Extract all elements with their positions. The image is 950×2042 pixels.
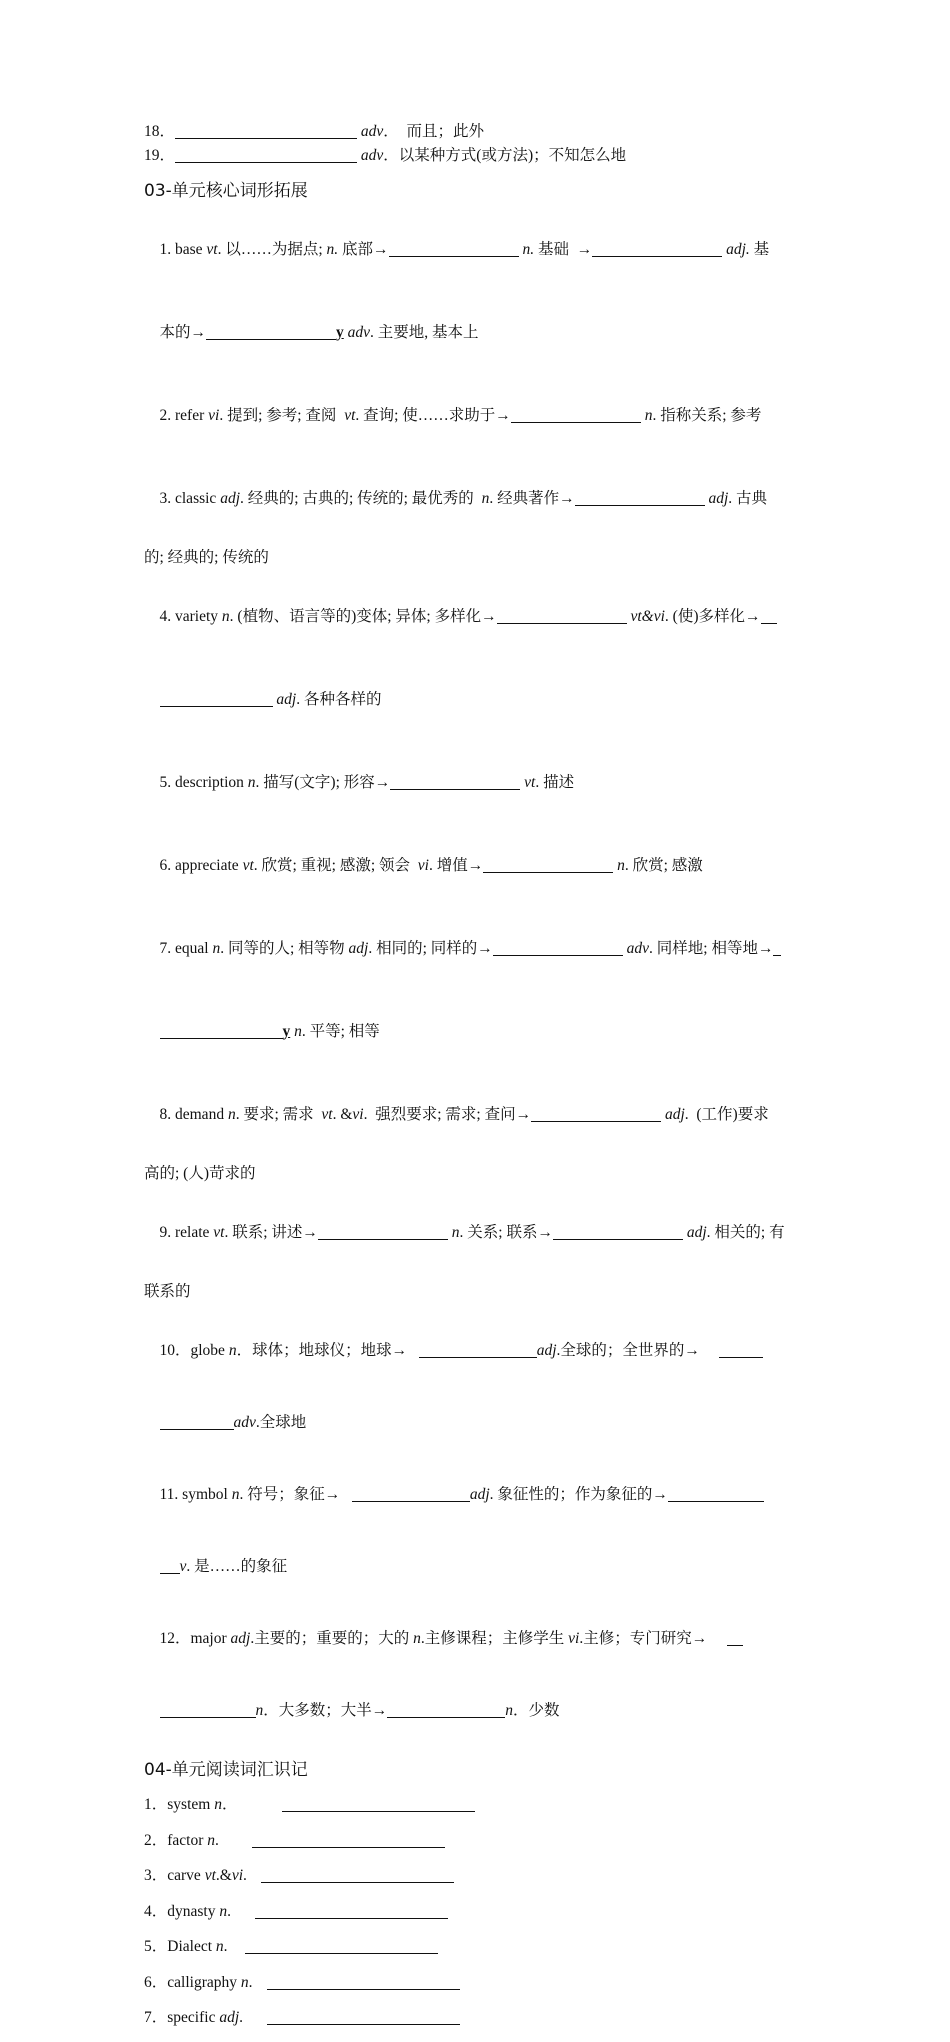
text: 10．globe (159, 1342, 229, 1359)
answer-blank[interactable] (497, 607, 627, 624)
pos: adv (347, 324, 371, 341)
text: 的; 经典的; 传统的 (144, 549, 269, 566)
reading-vocab-item-3 (144, 1864, 814, 1888)
answer-blank[interactable] (160, 1557, 180, 1574)
answer-blank[interactable] (575, 489, 705, 506)
text: . 主要地, 基本上 (370, 324, 479, 341)
text: 1. base (159, 241, 207, 258)
pos: adj. (726, 241, 750, 258)
text: 7. equal (159, 940, 213, 957)
answer-blank[interactable] (511, 406, 641, 423)
pos: adj (664, 1106, 685, 1123)
pos: vi (231, 1867, 244, 1884)
pos: n (221, 608, 230, 625)
answer-blank[interactable] (387, 1701, 505, 1718)
part-of-speech: adv (360, 123, 384, 140)
answer-blank[interactable] (390, 773, 520, 790)
meaning: ． 而且；此外 (383, 123, 485, 140)
document-page (144, 120, 814, 2042)
text: 2. refer (159, 407, 209, 424)
pos: n (644, 407, 653, 424)
pos: vt (206, 241, 218, 258)
word-family-item-3-cont (144, 546, 814, 570)
answer-blank[interactable] (592, 240, 722, 257)
reading-vocab-item-5 (144, 1935, 814, 1959)
text: . (223, 1938, 228, 1955)
pos: adj (536, 1342, 557, 1359)
pos: vi (208, 407, 220, 424)
text: ．少数 (513, 1702, 560, 1719)
text: .& (215, 1867, 232, 1884)
pos: n (255, 1702, 264, 1719)
text: . (243, 1867, 247, 1884)
pos: n. (326, 241, 339, 258)
pos: adv (626, 940, 650, 957)
part-of-speech: adv (360, 147, 384, 164)
answer-blank[interactable] (175, 122, 357, 139)
text: . 关系; 联系→ (459, 1224, 553, 1241)
answer-blank[interactable] (252, 1831, 445, 1848)
text: . 经典著作→ (489, 490, 575, 507)
word-family-item-1-cont (144, 297, 814, 369)
answer-blank[interactable] (245, 1937, 438, 1954)
word-family-item-11 (144, 1459, 814, 1531)
text: . (239, 2009, 244, 2026)
text: . 联系; 讲述→ (224, 1224, 318, 1241)
word-family-item-1 (144, 214, 814, 286)
answer-blank[interactable] (531, 1105, 661, 1122)
pos: n (240, 1973, 249, 1991)
word-family-item-12 (144, 1603, 814, 1675)
pos: adj (276, 691, 297, 708)
suffix: y (336, 324, 344, 341)
answer-blank[interactable] (389, 240, 519, 257)
answer-blank[interactable] (282, 1795, 475, 1812)
text: 12．major (159, 1630, 231, 1647)
pos: n (219, 1902, 228, 1920)
pos: vt (242, 857, 254, 874)
reading-vocab-item-6 (144, 1971, 814, 1995)
reading-vocab-item-7 (144, 2006, 814, 2030)
pos: n (212, 940, 221, 957)
item-number: 1． (144, 1796, 168, 1813)
answer-blank[interactable] (493, 939, 623, 956)
text: .主修课程；主修学生 (420, 1630, 569, 1647)
pos: adv (233, 1414, 256, 1431)
section-heading-03: 03-单元核心词形拓展 (144, 181, 308, 201)
text: 基础 → (534, 241, 593, 258)
pos: n (228, 1342, 237, 1359)
text: . 欣赏; 重视; 感激; 领会 (253, 857, 418, 874)
text: . 符号；象征→ (239, 1486, 345, 1503)
answer-blank[interactable] (175, 146, 357, 163)
pos: vi (568, 1630, 580, 1647)
pos: n (214, 1796, 222, 1813)
text: 4. variety (159, 608, 222, 625)
answer-blank[interactable] (160, 1022, 283, 1039)
text: 6. appreciate (159, 857, 243, 874)
text: 11. symbol (159, 1486, 232, 1503)
word: factor (167, 1831, 208, 1849)
answer-blank[interactable] (668, 1485, 764, 1502)
word: calligraphy (167, 1973, 241, 1991)
text: . 查询; 使……求助于→ (355, 407, 511, 424)
text: . 提到; 参考; 查阅 (219, 407, 345, 424)
item-number: 2． (144, 1831, 168, 1849)
answer-blank[interactable] (318, 1223, 448, 1240)
answer-blank[interactable] (267, 2008, 460, 2025)
section-heading-04: 04-单元阅读词汇识记 (144, 1760, 308, 1780)
text: .全球地 (255, 1414, 307, 1431)
pos: vt (213, 1224, 225, 1241)
text: . 欣赏; 感激 (624, 857, 703, 874)
vocab-item-18 (144, 120, 814, 144)
text: . (215, 1831, 219, 1849)
answer-blank[interactable] (773, 939, 781, 956)
word-family-item-8-cont (144, 1162, 814, 1186)
text: 联系的 (144, 1283, 191, 1300)
pos: n (505, 1702, 514, 1719)
pos: vi (352, 1106, 364, 1123)
text: .全球的；全世界的→ (556, 1342, 704, 1359)
pos: adj (230, 1630, 251, 1647)
pos: adj (348, 940, 369, 957)
word-family-item-7-cont (144, 996, 814, 1068)
answer-blank[interactable] (553, 1223, 683, 1240)
text: . 描写(文字); 形容→ (255, 774, 391, 791)
text: 底部→ (338, 241, 389, 258)
text: . (227, 1902, 231, 1920)
answer-blank[interactable] (206, 323, 336, 340)
text: . (工作)要求 (684, 1106, 769, 1123)
text: 5. description (159, 774, 248, 791)
word-family-item-5 (144, 747, 814, 819)
answer-blank[interactable] (160, 1701, 256, 1718)
pos: n (413, 1630, 421, 1647)
pos: vi (417, 857, 429, 874)
item-number: 4． (144, 1902, 168, 1920)
pos: n (481, 490, 490, 507)
item-number: 5． (144, 1938, 168, 1955)
vocab-item-19 (144, 144, 814, 168)
pos: vt (344, 407, 356, 424)
text: . 经典的; 古典的; 传统的; 最优秀的 (240, 490, 482, 507)
text: . (植物、语言等的)变体; 异体; 多样化→ (229, 608, 497, 625)
answer-blank[interactable] (727, 1629, 743, 1646)
word-family-item-10 (144, 1315, 814, 1387)
text: . & (332, 1106, 353, 1123)
word-family-item-6 (144, 830, 814, 902)
word-family-item-4-cont (144, 664, 814, 736)
text: . 指称关系; 参考 (652, 407, 762, 424)
pos: adj (220, 490, 241, 507)
pos: adj (708, 490, 729, 507)
text: 3. classic (159, 490, 221, 507)
pos: adj (219, 2009, 240, 2026)
text: 8. demand (159, 1106, 228, 1123)
word-family-item-3 (144, 463, 814, 535)
text: . 古典 (728, 490, 768, 507)
word-family-item-11-cont (144, 1531, 814, 1603)
answer-blank[interactable] (483, 856, 613, 873)
text: . 同样地; 相等地→ (649, 940, 774, 957)
answer-blank[interactable] (352, 1485, 470, 1502)
reading-vocab-item-4 (144, 1900, 814, 1924)
pos: n (215, 1938, 224, 1955)
reading-vocab-item-1 (144, 1793, 814, 1817)
text: . 各种各样的 (296, 691, 382, 708)
text: . 要求; 需求 (235, 1106, 322, 1123)
answer-blank[interactable] (267, 1973, 460, 1990)
answer-blank[interactable] (261, 1866, 454, 1883)
text: . 相同的; 同样的→ (368, 940, 493, 957)
text: .主修；专门研究→ (579, 1630, 712, 1647)
pos: n. (522, 241, 535, 258)
word: specific (167, 2009, 220, 2026)
word: system (167, 1796, 215, 1813)
word-family-item-12-cont (144, 1675, 814, 1747)
item-number: 3． (144, 1867, 168, 1884)
text: . 平等; 相等 (301, 1023, 380, 1040)
pos: n (207, 1831, 216, 1849)
item-number: 6． (144, 1973, 168, 1991)
pos: vt&vi (630, 608, 665, 625)
text: 9. relate (159, 1224, 214, 1241)
text: 高的; (人)苛求的 (144, 1165, 256, 1182)
pos: vt (321, 1106, 333, 1123)
item-number: 18． (144, 123, 176, 140)
text: . (使)多样化→ (664, 608, 761, 625)
pos: adj (686, 1224, 707, 1241)
text: ． (221, 1796, 238, 1813)
text: ．大多数；大半→ (263, 1702, 388, 1719)
reading-vocab-item-2 (144, 1829, 814, 1853)
pos: n (247, 774, 256, 791)
pos: n (227, 1106, 236, 1123)
text: . 同等的人; 相等物 (220, 940, 349, 957)
text: . 相关的; 有 (706, 1224, 785, 1241)
pos: n (231, 1486, 240, 1503)
text: . 增值→ (428, 857, 484, 874)
word-family-item-4 (144, 581, 814, 653)
word: dynasty (167, 1902, 220, 1920)
answer-blank[interactable] (160, 690, 273, 707)
pos: v (179, 1558, 187, 1575)
text: 本的→ (159, 324, 207, 341)
text: . (248, 1973, 253, 1991)
word-family-item-7 (144, 913, 814, 985)
word-family-item-10-cont (144, 1387, 814, 1459)
pos: adj (469, 1486, 490, 1503)
pos: vt (524, 774, 536, 791)
pos: n (451, 1224, 460, 1241)
text: . 象征性的；作为象征的→ (489, 1486, 668, 1503)
meaning: ．以某种方式(或方法)；不知怎么地 (383, 147, 627, 164)
word-family-item-8 (144, 1079, 814, 1151)
reading-vocab-list (144, 1793, 814, 2030)
text: . 描述 (535, 774, 575, 791)
text: .主要的；重要的；大的 (250, 1630, 414, 1647)
word-family-item-9-cont (144, 1280, 814, 1304)
word-family-item-9 (144, 1197, 814, 1269)
pos: vt (204, 1867, 216, 1884)
answer-blank[interactable] (160, 1413, 234, 1430)
text: . 是……的象征 (186, 1558, 288, 1575)
pos: n (294, 1023, 302, 1040)
word-family-item-2 (144, 380, 814, 452)
text: . 强烈要求; 需求; 查问→ (363, 1106, 532, 1123)
text: ．球体；地球仪；地球→ (236, 1342, 411, 1359)
pos: n (617, 857, 625, 874)
text: . 以……为据点; (217, 241, 327, 258)
suffix: y (282, 1023, 291, 1040)
word: Dialect (167, 1938, 216, 1955)
word: carve (167, 1867, 205, 1884)
item-number: 7． (144, 2009, 168, 2026)
answer-blank[interactable] (255, 1902, 448, 1919)
answer-blank[interactable] (761, 607, 777, 624)
item-number: 19． (144, 147, 176, 164)
text: 基 (749, 241, 770, 258)
